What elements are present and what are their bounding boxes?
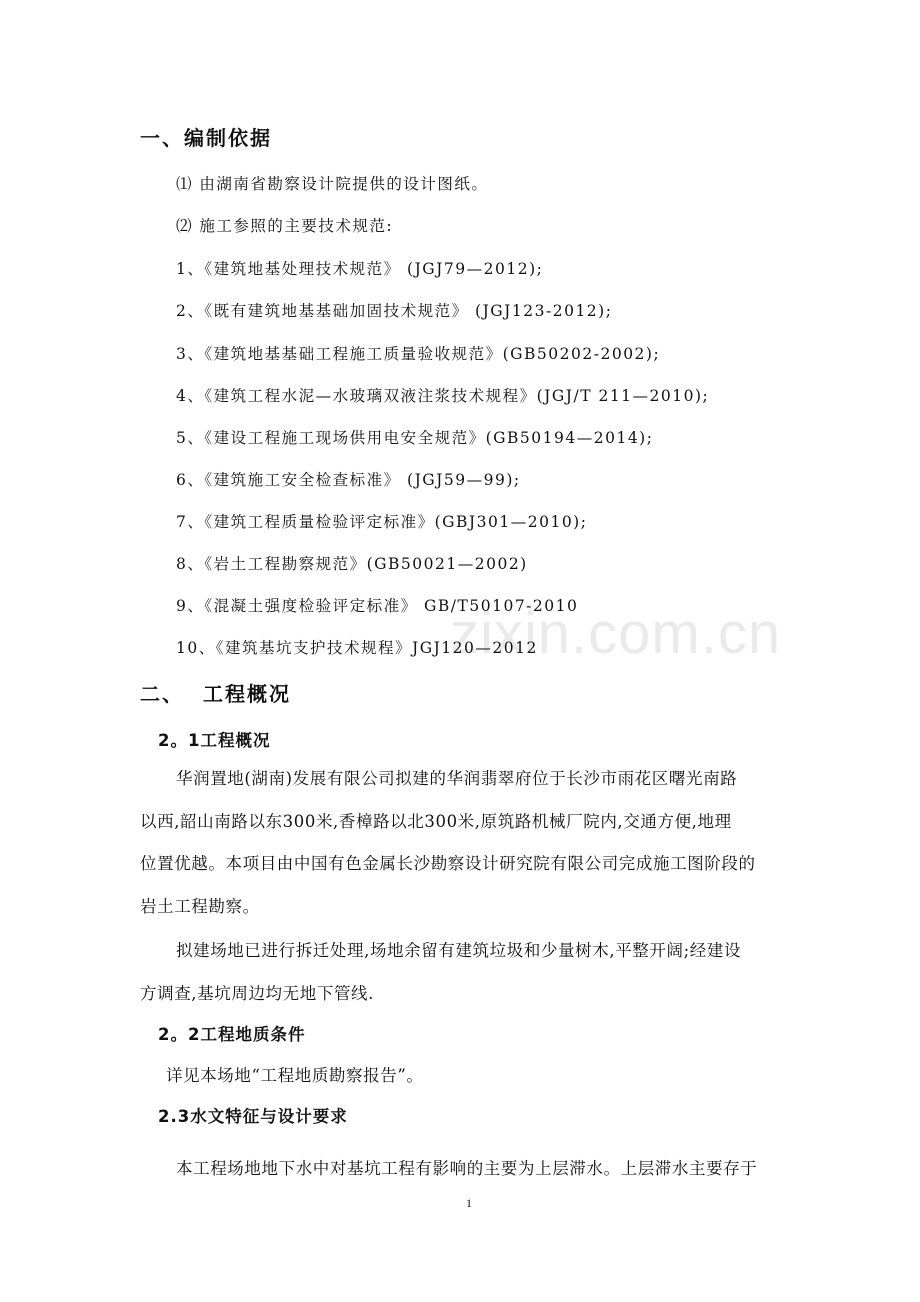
paragraph-line: 拟建场地已进行拆迁处理,场地余留有建筑垃圾和少量树木,平整开阔;经建设 bbox=[176, 941, 742, 960]
basis-item: 7、《建筑工程质量检验评定标准》(GBJ301—2010); bbox=[176, 513, 588, 531]
page-number: 1 bbox=[466, 1196, 472, 1210]
section-2-heading: 二、 工程概况 bbox=[140, 682, 291, 706]
basis-item: 2、《既有建筑地基基础加固技术规范》 (JGJ123-2012); bbox=[176, 302, 613, 320]
subsection-2-1-heading: 2。1工程概况 bbox=[158, 731, 271, 750]
paragraph-line: 岩土工程勘察。 bbox=[140, 897, 260, 916]
paragraph-line: 位置优越。本项目由中国有色金属长沙勘察设计研究院有限公司完成施工图阶段的 bbox=[140, 854, 756, 873]
watermark: zixin.com.cn bbox=[450, 601, 782, 666]
basis-item: 10、《建筑基坑支护技术规程》JGJ120—2012 bbox=[176, 639, 538, 657]
basis-item: ⑴ 由湖南省勘察设计院提供的设计图纸。 bbox=[176, 175, 489, 193]
paragraph-line: 本工程场地地下水中对基坑工程有影响的主要为上层滞水。上层滞水主要存于 bbox=[176, 1159, 758, 1178]
paragraph-line: 详见本场地“工程地质勘察报告”。 bbox=[166, 1066, 424, 1085]
subsection-2-2-heading: 2。2工程地质条件 bbox=[158, 1025, 306, 1044]
paragraph-line: 华润置地(湖南)发展有限公司拟建的华润翡翠府位于长沙市雨花区曙光南路 bbox=[176, 769, 738, 788]
basis-item: 9、《混凝土强度检验评定标准》 GB/T50107-2010 bbox=[176, 597, 579, 615]
paragraph-line: 方调查,基坑周边均无地下管线. bbox=[140, 984, 374, 1003]
basis-item: 1、《建筑地基处理技术规范》 (JGJ79—2012); bbox=[176, 260, 544, 278]
section-1-heading: 一、编制依据 bbox=[140, 126, 272, 150]
basis-item: ⑵ 施工参照的主要技术规范: bbox=[176, 217, 394, 235]
subsection-2-3-heading: 2.3水文特征与设计要求 bbox=[158, 1107, 348, 1126]
paragraph-line: 以西,韶山南路以东300米,香樟路以北300米,原筑路机械厂院内,交通方便,地理 bbox=[140, 812, 732, 831]
basis-item: 4、《建筑工程水泥—水玻璃双液注浆技术规程》(JGJ/T 211—2010); bbox=[176, 387, 710, 405]
basis-item: 5、《建设工程施工现场供用电安全规范》(GB50194—2014); bbox=[176, 429, 654, 447]
basis-item: 8、《岩土工程勘察规范》(GB50021—2002) bbox=[176, 555, 528, 573]
basis-item: 3、《建筑地基基础工程施工质量验收规范》(GB50202-2002); bbox=[176, 345, 661, 363]
basis-item: 6、《建筑施工安全检查标准》 (JGJ59—99); bbox=[176, 471, 521, 489]
